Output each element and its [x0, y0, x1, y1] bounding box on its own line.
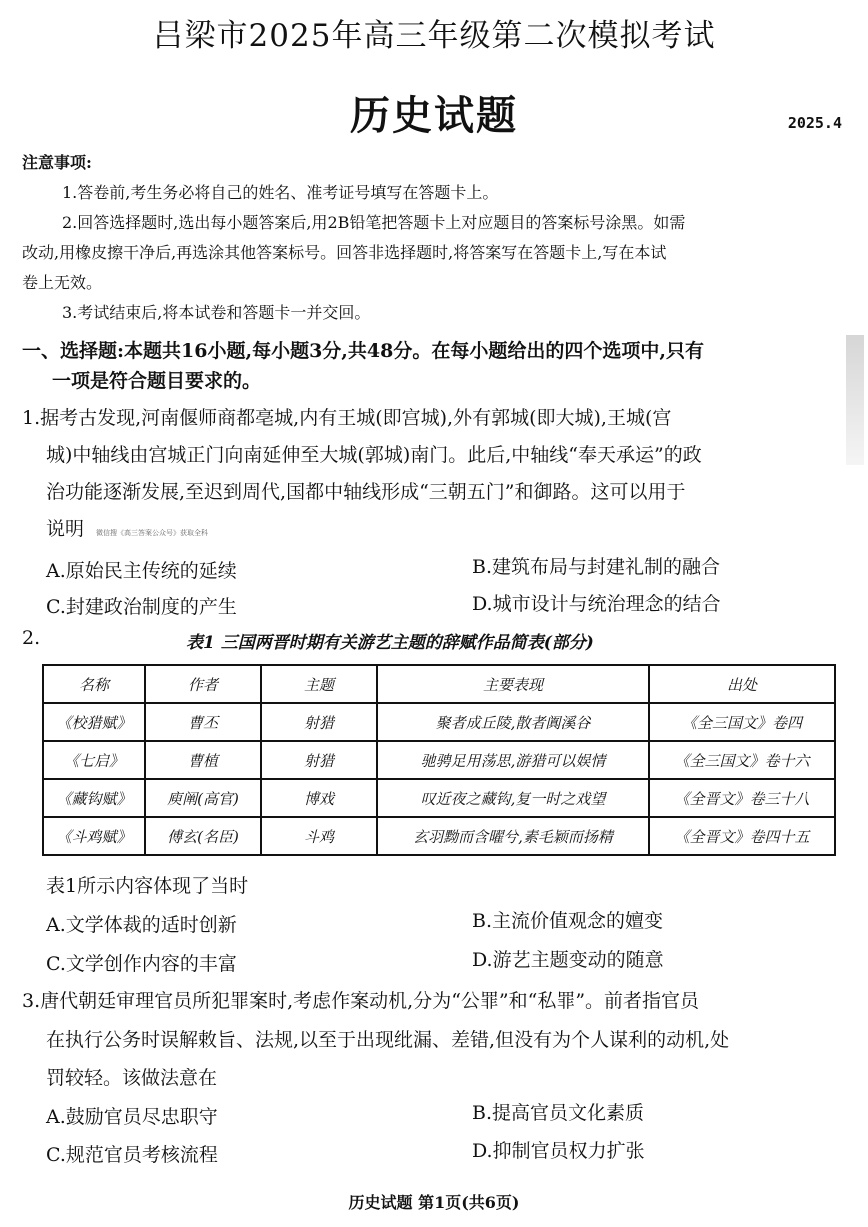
q1-option-a: A.原始民主传统的延续 — [46, 560, 237, 582]
table-cell: 《七启》 — [43, 741, 145, 779]
table-header-cell: 作者 — [145, 665, 261, 703]
table-caption: 表1 三国两晋时期有关游艺主题的辞赋作品简表(部分) — [186, 633, 594, 653]
q2-option-b: B.主流价值观念的嬗变 — [472, 910, 664, 932]
notice-line: 2.回答选择题时,选出每小题答案后,用2B铅笔把答题卡上对应题目的答案标号涂黑。如需 — [62, 213, 686, 232]
subject-title: 历史试题 — [350, 92, 518, 139]
q1-stem-line: 说明 — [46, 518, 85, 540]
table-cell: 傅玄(名臣) — [145, 817, 261, 855]
q3-stem-line: 在执行公务时误解敕旨、法规,以至于出现纰漏、差错,但没有为个人谋利的动机,处 — [46, 1029, 730, 1051]
table-cell: 叹近夜之藏钩,复一时之戏望 — [377, 779, 649, 817]
q3-option-b: B.提高官员文化素质 — [472, 1102, 645, 1124]
table-header-cell: 主要表现 — [377, 665, 649, 703]
q1-stem-line: 城)中轴线由宫城正门向南延伸至大城(郭城)南门。此后,中轴线“奉天承运”的政 — [46, 444, 702, 466]
table-header-cell: 主题 — [261, 665, 377, 703]
table-cell: 《斗鸡赋》 — [43, 817, 145, 855]
section-heading-cont: 一项是符合题目要求的。 — [52, 370, 262, 392]
q2-option-d: D.游艺主题变动的随意 — [472, 949, 664, 971]
scan-shadow — [846, 335, 864, 465]
q3-option-d: D.抑制官员权力扩张 — [472, 1140, 645, 1162]
table-cell: 聚者成丘陵,散者阗溪谷 — [377, 703, 649, 741]
table-cell: 《校猎赋》 — [43, 703, 145, 741]
table-cell: 《藏钩赋》 — [43, 779, 145, 817]
notice-line: 1.答卷前,考生务必将自己的姓名、准考证号填写在答题卡上。 — [62, 183, 499, 202]
table-row — [43, 817, 835, 855]
exam-title: 吕梁市2025年高三年级第二次模拟考试 — [152, 18, 716, 54]
works-table — [42, 664, 836, 856]
q1-option-b: B.建筑布局与封建礼制的融合 — [472, 556, 721, 578]
page-footer: 历史试题 第1页(共6页) — [348, 1193, 520, 1212]
q2-stem: 表1所示内容体现了当时 — [46, 875, 249, 897]
notice-line: 卷上无效。 — [22, 273, 103, 292]
q2-option-a: A.文学体裁的适时创新 — [46, 914, 237, 936]
table-row — [43, 703, 835, 741]
table-cell: 曹丕 — [145, 703, 261, 741]
table-header-cell: 出处 — [649, 665, 835, 703]
notice-line: 3.考试结束后,将本试卷和答题卡一并交回。 — [62, 303, 371, 322]
table-cell: 《全三国文》卷十六 — [649, 741, 835, 779]
q3-stem-line: 罚较轻。该做法意在 — [46, 1067, 218, 1089]
q3-option-a: A.鼓励官员尽忠职守 — [46, 1106, 218, 1128]
table-cell: 斗鸡 — [261, 817, 377, 855]
table-cell: 庾阐(高官) — [145, 779, 261, 817]
q1-option-c: C.封建政治制度的产生 — [46, 596, 237, 618]
q1-option-d: D.城市设计与统治理念的结合 — [472, 593, 721, 615]
table-cell: 驰骋足用荡思,游猎可以娱情 — [377, 741, 649, 779]
q3-option-c: C.规范官员考核流程 — [46, 1144, 218, 1166]
q3-stem-line: 3.唐代朝廷审理官员所犯罪案时,考虑作案动机,分为“公罪”和“私罪”。前者指官员 — [22, 990, 700, 1012]
section-heading: 一、选择题:本题共16小题,每小题3分,共48分。在每小题给出的四个选项中,只有 — [22, 340, 704, 362]
table-cell: 《全晋文》卷三十八 — [649, 779, 835, 817]
table-cell: 玄羽黝而含曜兮,素毛颖而扬精 — [377, 817, 649, 855]
q2-option-c: C.文学创作内容的丰富 — [46, 953, 237, 975]
table-cell: 曹植 — [145, 741, 261, 779]
q2-number: 2. — [22, 627, 41, 649]
table-cell: 《全晋文》卷四十五 — [649, 817, 835, 855]
notice-heading: 注意事项: — [22, 153, 92, 172]
notice-line: 改动,用橡皮擦干净后,再选涂其他答案标号。回答非选择题时,将答案写在答题卡上,写在本试 — [22, 243, 667, 262]
exam-date: 2025.4 — [787, 114, 842, 132]
q1-stem-line: 治功能逐渐发展,至迟到周代,国都中轴线形成“三朝五门”和御路。这可以用于 — [46, 481, 686, 503]
table-cell: 博戏 — [261, 779, 377, 817]
table-header-row — [43, 665, 835, 703]
q1-stem-line: 1.据考古发现,河南偃师商都亳城,内有王城(即宫城),外有郭城(即大城),王城(宫 — [22, 407, 672, 429]
table-row — [43, 741, 835, 779]
table-cell: 《全三国文》卷四 — [649, 703, 835, 741]
table-cell: 射猎 — [261, 741, 377, 779]
table-row — [43, 779, 835, 817]
table-header-cell: 名称 — [43, 665, 145, 703]
table-cell: 射猎 — [261, 703, 377, 741]
q1-watermark-note: 微信搜《高三答案公众号》获取全科 — [96, 529, 208, 537]
